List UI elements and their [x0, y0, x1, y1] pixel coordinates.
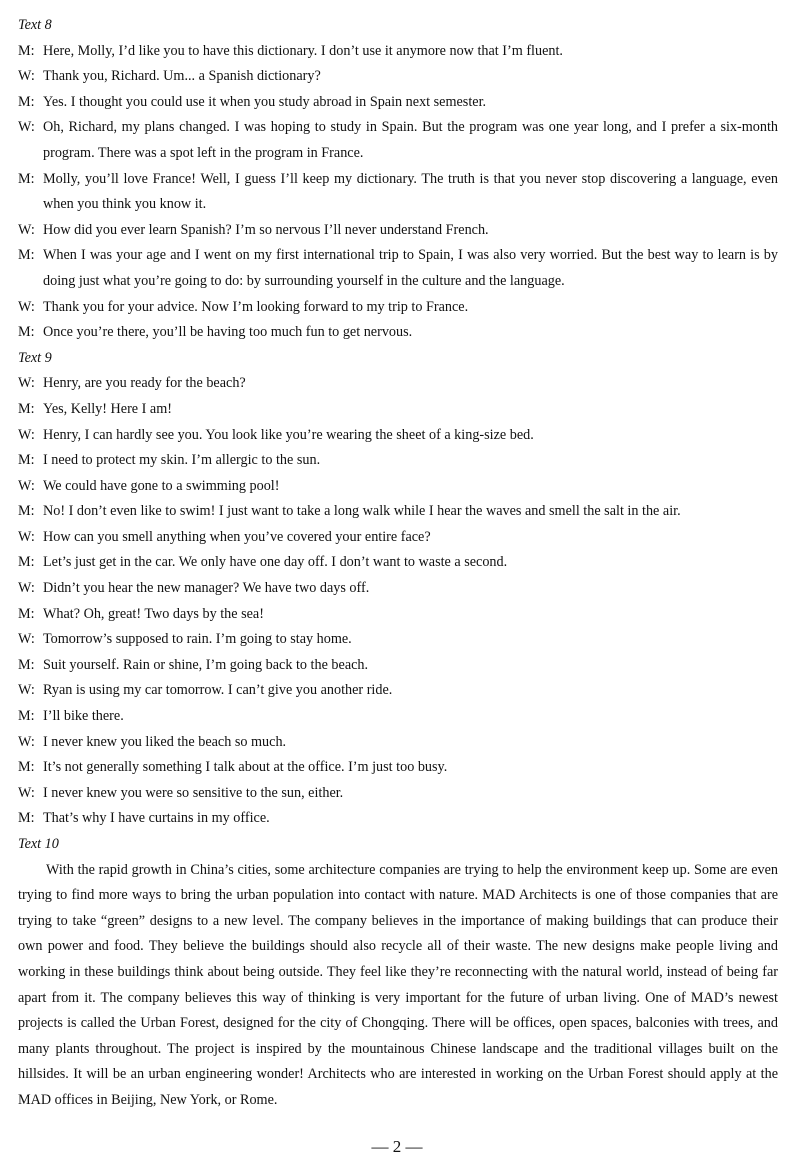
dialogue-text: I need to protect my skin. I’m allergic to the sun. [43, 452, 321, 469]
dialogue-text: I never knew you liked the beach so much. [43, 733, 287, 750]
dialogue-text: Once you’re there, you’ll be having too much fun to get nervous. [43, 324, 413, 341]
text9-dialogue [18, 371, 778, 832]
dialogue-text: Molly, you’ll love France! Well, I guess I’ll keep my dictionary. The truth is that you never stop discovering a language, even when you think you know it. [43, 170, 778, 213]
dialogue-line [18, 167, 778, 218]
dialogue-line [18, 627, 778, 653]
dialogue-text: I’ll bike there. [43, 708, 124, 725]
dialogue-line [18, 243, 778, 294]
dialogue-line [18, 64, 778, 90]
dialogue-line [18, 448, 778, 474]
dialogue-line [18, 576, 778, 602]
speaker-label: W: [18, 733, 35, 750]
speaker-label: M: [18, 503, 35, 520]
dialogue-text: When I was your age and I went on my first international trip to Spain, I was also very worried. But the best way to learn is by doing just what you’re going to do: by surrounding yourself in the culture and the language. [43, 247, 778, 289]
dialogue-text: Oh, Richard, my plans changed. I was hoping to study in Spain. But the program was one year long, and I prefer a six-month program. There was a spot left in the program in France. [43, 119, 778, 161]
speaker-label: M: [18, 42, 35, 59]
speaker-label: M: [18, 554, 35, 571]
speaker-label: M: [18, 810, 35, 827]
dialogue-text: Thank you, Richard. Um... a Spanish dictionary? [43, 68, 321, 85]
text9-label: Text 9 [18, 349, 52, 366]
dialogue-text: Ryan is using my car tomorrow. I can’t give you another ride. [43, 682, 393, 699]
speaker-label: W: [18, 580, 35, 597]
speaker-label: M: [18, 656, 35, 673]
document-page [18, 13, 778, 1114]
dialogue-line [18, 39, 778, 65]
speaker-label: M: [18, 170, 35, 187]
dialogue-text: How can you smell anything when you’ve covered your entire face? [43, 528, 431, 545]
speaker-label: M: [18, 759, 35, 776]
dialogue-line [18, 115, 778, 166]
dialogue-text: What? Oh, great! Two days by the sea! [43, 605, 264, 622]
dialogue-line [18, 704, 778, 730]
dialogue-line [18, 602, 778, 628]
dialogue-text: Suit yourself. Rain or shine, I’m going back to the beach. [43, 656, 369, 673]
dialogue-line [18, 550, 778, 576]
speaker-label: W: [18, 68, 35, 85]
speaker-label: W: [18, 477, 35, 494]
speaker-label: W: [18, 426, 35, 443]
text10-label: Text 10 [18, 836, 59, 852]
dialogue-text: How did you ever learn Spanish? I’m so nervous I’ll never understand French. [43, 221, 489, 238]
text8-dialogue [18, 39, 778, 346]
speaker-label: W: [18, 221, 35, 238]
speaker-label: W: [18, 631, 35, 648]
dialogue-text: Here, Molly, I’d like you to have this dictionary. I don’t use it anymore now that I’m fluent. [43, 42, 563, 59]
speaker-label: M: [18, 708, 35, 725]
dialogue-text: Yes. I thought you could use it when you study abroad in Spain next semester. [43, 93, 487, 110]
dialogue-text: It’s not generally something I talk about at the office. I’m just too busy. [43, 759, 448, 776]
speaker-label: W: [18, 119, 35, 136]
speaker-label: M: [18, 324, 35, 341]
dialogue-text: Yes, Kelly! Here I am! [43, 400, 172, 417]
speaker-label: M: [18, 247, 35, 264]
text10-paragraph: With the rapid growth in China’s cities, some architecture companies are trying to help the environment keep up. Some are even trying to find more ways to bring the urban population into contact with nature. MAD Architects is one of those companies that are trying to take “green” designs to a new level. The company believes in the importance of making buildings that can produce their own power and food. They believe the buildings should also recycle all of their waste. The new designs make people living and working in these buildings think about being outside. They feel like they’re reconnecting with the natural world, instead of being far apart from it. The company believes this way of thinking is very important for the future of urban living. One of MAD’s newest projects is called the Urban Forest, designed for the city of Chongqing. There will be offices, open spaces, balconies with trees, and many plants throughout. The project is inspired by the mountainous Chinese landscape and the traditional villages built on the hillsides. It will be an urban engineering wonder! Architects who are interested in working on the Urban Forest should apply at the MAD offices in Beijing, New York, or Rome. [18, 861, 778, 1108]
speaker-label: W: [18, 784, 35, 801]
dialogue-text: That’s why I have curtains in my office. [43, 810, 270, 827]
speaker-label: M: [18, 400, 35, 417]
dialogue-line [18, 781, 778, 807]
dialogue-text: Thank you for your advice. Now I’m looking forward to my trip to France. [43, 298, 469, 315]
dialogue-line [18, 653, 778, 679]
dialogue-line [18, 474, 778, 500]
dialogue-text: Tomorrow’s supposed to rain. I’m going to stay home. [43, 631, 352, 648]
dialogue-line [18, 678, 778, 704]
dialogue-text: Henry, I can hardly see you. You look like you’re wearing the sheet of a king-size bed. [43, 426, 534, 443]
speaker-label: M: [18, 605, 35, 622]
dialogue-line [18, 90, 778, 116]
dialogue-line [18, 371, 778, 397]
dialogue-line [18, 806, 778, 832]
dialogue-line [18, 755, 778, 781]
dialogue-text: Didn’t you hear the new manager? We have two days off. [43, 580, 370, 597]
dialogue-line [18, 295, 778, 321]
speaker-label: W: [18, 375, 35, 392]
dialogue-line [18, 730, 778, 756]
speaker-label: W: [18, 682, 35, 699]
dialogue-text: Henry, are you ready for the beach? [43, 375, 246, 392]
dialogue-text: No! I don’t even like to swim! I just want to take a long walk while I hear the waves and smell the salt in the air. [43, 503, 681, 520]
dialogue-line [18, 499, 778, 525]
text8-label: Text 8 [18, 17, 52, 33]
dialogue-line [18, 525, 778, 551]
speaker-label: M: [18, 93, 35, 110]
dialogue-text: We could have gone to a swimming pool! [43, 477, 280, 494]
dialogue-line [18, 423, 778, 449]
speaker-label: W: [18, 528, 35, 545]
dialogue-line [18, 397, 778, 423]
dialogue-line [18, 218, 778, 244]
speaker-label: M: [18, 452, 35, 469]
page-number: — 2 — [371, 1137, 423, 1156]
dialogue-text: I never knew you were so sensitive to the sun, either. [43, 784, 344, 801]
dialogue-line [18, 320, 778, 346]
speaker-label: W: [18, 298, 35, 315]
dialogue-text: Let’s just get in the car. We only have one day off. I don’t want to waste a second. [43, 554, 508, 571]
